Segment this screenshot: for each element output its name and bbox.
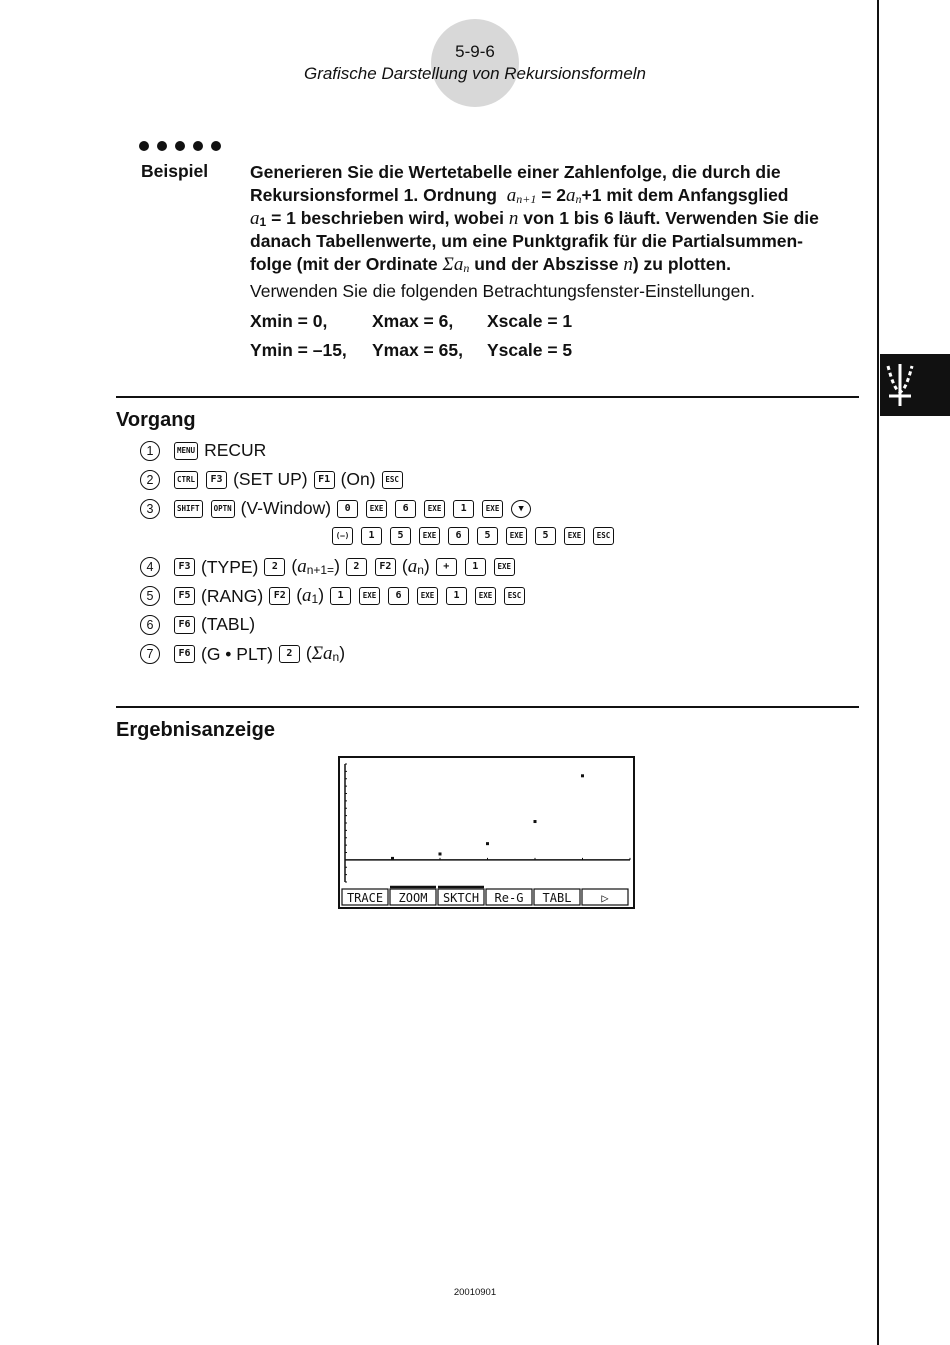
menu-label: TRACE (346, 891, 384, 905)
digit-1-key: 1 (465, 558, 486, 576)
result-title: Ergebnisanzeige (116, 719, 275, 741)
a1-label: $(a_1)$ (296, 585, 325, 606)
scatter-plot (340, 758, 633, 907)
exe-key: EXE (366, 500, 387, 518)
exe-key: EXE (482, 500, 503, 518)
calculator-screen (338, 756, 635, 909)
xmin-setting: Xmin = 0, (250, 311, 328, 331)
esc-key: ESC (593, 527, 614, 545)
digit-5-key: 5 (390, 527, 411, 545)
digit-1-key: 1 (446, 587, 467, 605)
digit-6-key: 6 (448, 527, 469, 545)
example-line-5: folge (mit der Ordinate $\Sigma a_n$ und der Abszisse n) zu plotten. (250, 254, 732, 275)
example-line-2: Rekursionsformel 1. Ordnung $a_{n+1} = 2a_n+1$ mit dem Anfangsglied (250, 185, 789, 206)
page-number: 5-9-6 (455, 42, 495, 61)
example-line-4: danach Tabellenwerte, um eine Punktgrafik für die Partialsummen- (250, 231, 804, 251)
digit-6-key: 6 (388, 587, 409, 605)
ymin-setting: Ymin = –15, (250, 340, 347, 360)
f6-key: F6 (174, 645, 195, 663)
plus-key: + (436, 558, 457, 576)
step-number: 4 (140, 557, 160, 577)
step-number: 6 (140, 615, 160, 635)
menu-label: TABL (542, 891, 572, 905)
digit-5-key: 5 (535, 527, 556, 545)
section-divider (116, 396, 859, 398)
exe-key: EXE (506, 527, 527, 545)
exe-key: EXE (417, 587, 438, 605)
yscale-setting: Yscale = 5 (487, 340, 573, 360)
margin-line (877, 0, 879, 1345)
example-line-3: $a_1 = 1$ beschrieben wird, wobei n von 1 bis 6 läuft. Verwenden Sie die (250, 208, 819, 229)
menu-label: ZOOM (398, 891, 428, 905)
step-number: 3 (140, 499, 160, 519)
exe-key: EXE (475, 587, 496, 605)
example-marker (139, 141, 221, 151)
digit-2-key: 2 (279, 645, 300, 663)
example-label: Beispiel (141, 161, 209, 181)
exe-key: EXE (359, 587, 380, 605)
digit-6-key: 6 (395, 500, 416, 518)
f2-key: F2 (269, 587, 290, 605)
shift-key: SHIFT (174, 500, 203, 518)
digit-2-key: 2 (346, 558, 367, 576)
digit-1-key: 1 (453, 500, 474, 518)
exe-key: EXE (419, 527, 440, 545)
menu-key: MENU (174, 442, 198, 460)
data-point (391, 857, 394, 860)
optn-key: OPTN (211, 500, 235, 518)
step-number: 2 (140, 470, 160, 490)
esc-key: ESC (382, 471, 403, 489)
step-4: 4 F3 (TYPE) 2 $(a_{n+1=})$ 2 F2 $(a_n)$ + 1 EXE (140, 556, 517, 578)
digit-1-key: 1 (330, 587, 351, 605)
window-intro: Verwenden Sie die folgenden Betrachtungsfenster-Einstellungen. (250, 281, 755, 301)
f2-key: F2 (375, 558, 396, 576)
step-3: 3 SHIFT OPTN (V-Window) 0 EXE 6 EXE 1 EXE ▼ (140, 498, 533, 519)
exe-key: EXE (494, 558, 515, 576)
section-divider (116, 706, 859, 708)
ctrl-key: CTRL (174, 471, 198, 489)
xscale-setting: Xscale = 1 (487, 311, 573, 331)
step-number: 5 (140, 586, 160, 606)
header-circle (431, 19, 519, 107)
menu-label: Re-G (494, 891, 524, 905)
step-6: 6 F6 (TABL) (140, 614, 255, 635)
f5-key: F5 (174, 587, 195, 605)
sigma-an-label: $(\Sigma a_n)$ (305, 643, 346, 664)
esc-key: ESC (504, 587, 525, 605)
digit-2-key: 2 (264, 558, 285, 576)
step-3-continued (330, 527, 616, 545)
down-arrow-key: ▼ (511, 500, 531, 518)
step-number: 1 (140, 441, 160, 461)
f3-key: F3 (206, 471, 227, 489)
step-7: 7 F6 (G • PLT) 2 $(\Sigma a_n)$ (140, 643, 345, 665)
digit-1-key: 1 (361, 527, 382, 545)
f3-key: F3 (174, 558, 195, 576)
menu-label: ▷ (601, 891, 609, 905)
step-number: 7 (140, 644, 160, 664)
data-point (534, 820, 537, 823)
menu-label: SKTCH (442, 891, 480, 905)
data-point (439, 852, 442, 855)
data-point (486, 842, 489, 845)
f6-key: F6 (174, 616, 195, 634)
data-point (581, 774, 584, 777)
f1-key: F1 (314, 471, 335, 489)
an-plus-1-label: $(a_{n+1=})$ (291, 556, 340, 577)
exe-key: EXE (564, 527, 585, 545)
procedure-title: Vorgang (116, 409, 196, 431)
step-2: 2 CTRL F3 (SET UP) F1 (On) ESC (140, 469, 405, 490)
recursion-icon (880, 354, 950, 416)
xmax-setting: Xmax = 6, (372, 311, 454, 331)
footer-code: 20010901 (453, 1287, 497, 1298)
digit-5-key: 5 (477, 527, 498, 545)
negative-key: (–) (332, 527, 353, 545)
page-title: Grafische Darstellung von Rekursionsformeln (303, 64, 647, 83)
digit-0-key: 0 (337, 500, 358, 518)
step-5: 5 F5 (RANG) F2 $(a_1)$ 1 EXE 6 EXE 1 EXE ESC (140, 585, 527, 607)
exe-key: EXE (424, 500, 445, 518)
step-1: 1 MENU RECUR (140, 440, 266, 461)
ymax-setting: Ymax = 65, (372, 340, 463, 360)
example-line-1: Generieren Sie die Wertetabelle einer Zahlenfolge, die durch die (250, 162, 781, 182)
chapter-tab (880, 354, 950, 416)
an-label: $(a_n)$ (401, 556, 430, 577)
